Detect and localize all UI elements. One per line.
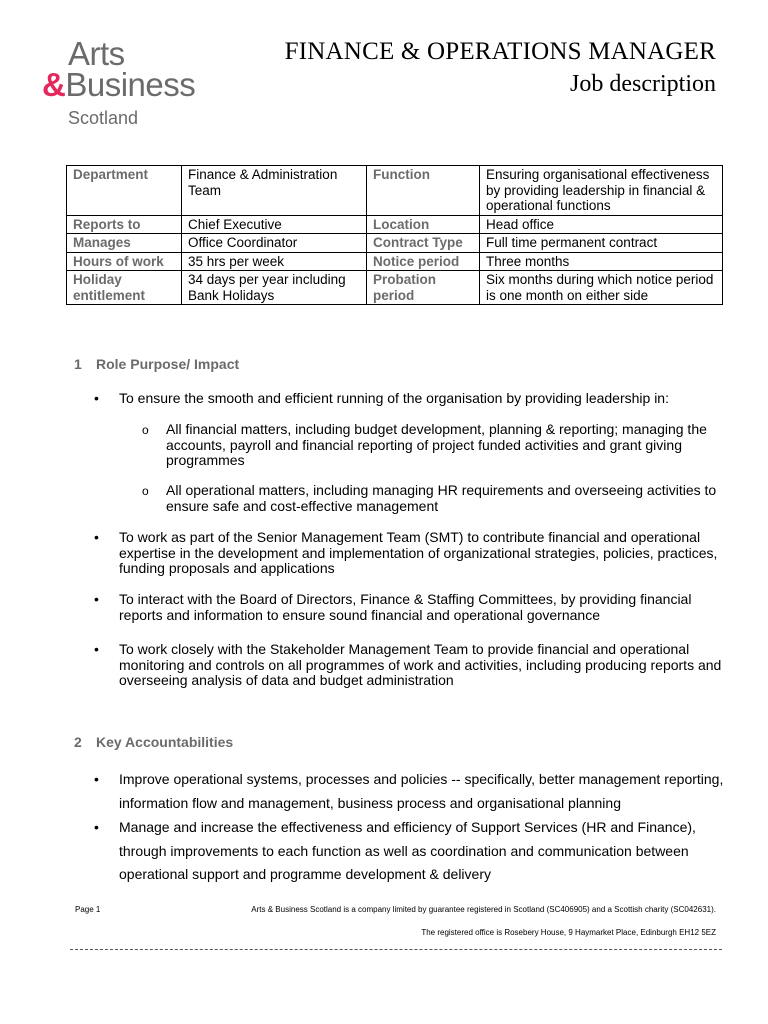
list-item: • To work closely with the Stakeholder Management Team to provide financial and operational monitoring and controls on all programmes of work and activities, including producing reports and overseeing analysis of data and budget administration	[94, 641, 722, 688]
table-row: Reports to Chief Executive Location Head office	[67, 215, 723, 234]
bullet-icon: •	[94, 591, 99, 607]
list-item: • To ensure the smooth and efficient running of the organisation by providing leadership in:	[94, 390, 669, 406]
logo-line-business: &Business	[42, 66, 196, 103]
section-heading-role-purpose: 1 Role Purpose/ Impact	[74, 356, 240, 372]
footer-company-info: Arts & Business Scotland is a company limited by guarantee registered in Scotland (SC406905) and a Scottish charity (SC042631).	[251, 905, 716, 914]
table-row: Manages Office Coordinator Contract Type Full time permanent contract	[67, 234, 723, 253]
logo-line-arts: Arts	[68, 35, 125, 72]
bullet-icon: •	[94, 819, 99, 835]
section-heading-key-accountabilities: 2 Key Accountabilities	[74, 734, 234, 750]
logo	[42, 35, 196, 129]
bullet-icon: •	[94, 390, 99, 406]
job-subtitle: Job description	[570, 71, 716, 97]
list-item: • To work as part of the Senior Management Team (SMT) to contribute financial and operational expertise in the development and implementation of organizational strategies, policies, practices, funding proposals and applications	[94, 529, 718, 576]
bullet-icon: •	[94, 641, 99, 657]
table-row: Department Finance & Administration Team Function Ensuring organisational effectiveness by providing leadership in financial & operational functions	[67, 166, 723, 216]
list-item: • Improve operational systems, processes and policies -- specifically, better management reporting, information flow and management, business process and organisational planning	[92, 768, 732, 815]
logo-ampersand: &	[42, 66, 66, 103]
bullet-icon: •	[94, 771, 99, 787]
job-title: FINANCE & OPERATIONS MANAGER	[284, 38, 716, 65]
sub-bullet-icon: o	[142, 484, 149, 498]
list-item: • To interact with the Board of Directors, Finance & Staffing Committees, by providing financial reports and information to ensure sound financial and operational governance	[94, 591, 692, 623]
table-row: Hours of work 35 hrs per week Notice period Three months	[67, 252, 723, 271]
sub-list-item: o All operational matters, including managing HR requirements and overseeing activities to ensure safe and cost-effective management	[142, 482, 717, 514]
sub-list-item: o All financial matters, including budget development, planning & reporting; managing the accounts, payroll and financial reporting of project funded activities and grant giving programmes	[142, 421, 707, 468]
sub-bullet-icon: o	[142, 423, 149, 437]
page-number: Page 1	[75, 905, 101, 914]
logo-line-scotland: Scotland	[68, 108, 139, 128]
job-info-table	[66, 165, 723, 305]
list-item: • Manage and increase the effectiveness and efficiency of Support Services (HR and Finance), through improvements to each function as well as coordination and communication between operational support and programme development & delivery	[92, 816, 732, 887]
bullet-icon: •	[94, 529, 99, 545]
footer-registered-office: The registered office is Rosebery House, 9 Haymarket Place, Edinburgh EH12 5EZ	[421, 928, 716, 937]
document-title	[285, 37, 716, 101]
table-row: Holiday entitlement 34 days per year including Bank Holidays Probation period Six months during which notice period is one month on either side	[67, 271, 723, 305]
footer-divider	[70, 949, 722, 950]
